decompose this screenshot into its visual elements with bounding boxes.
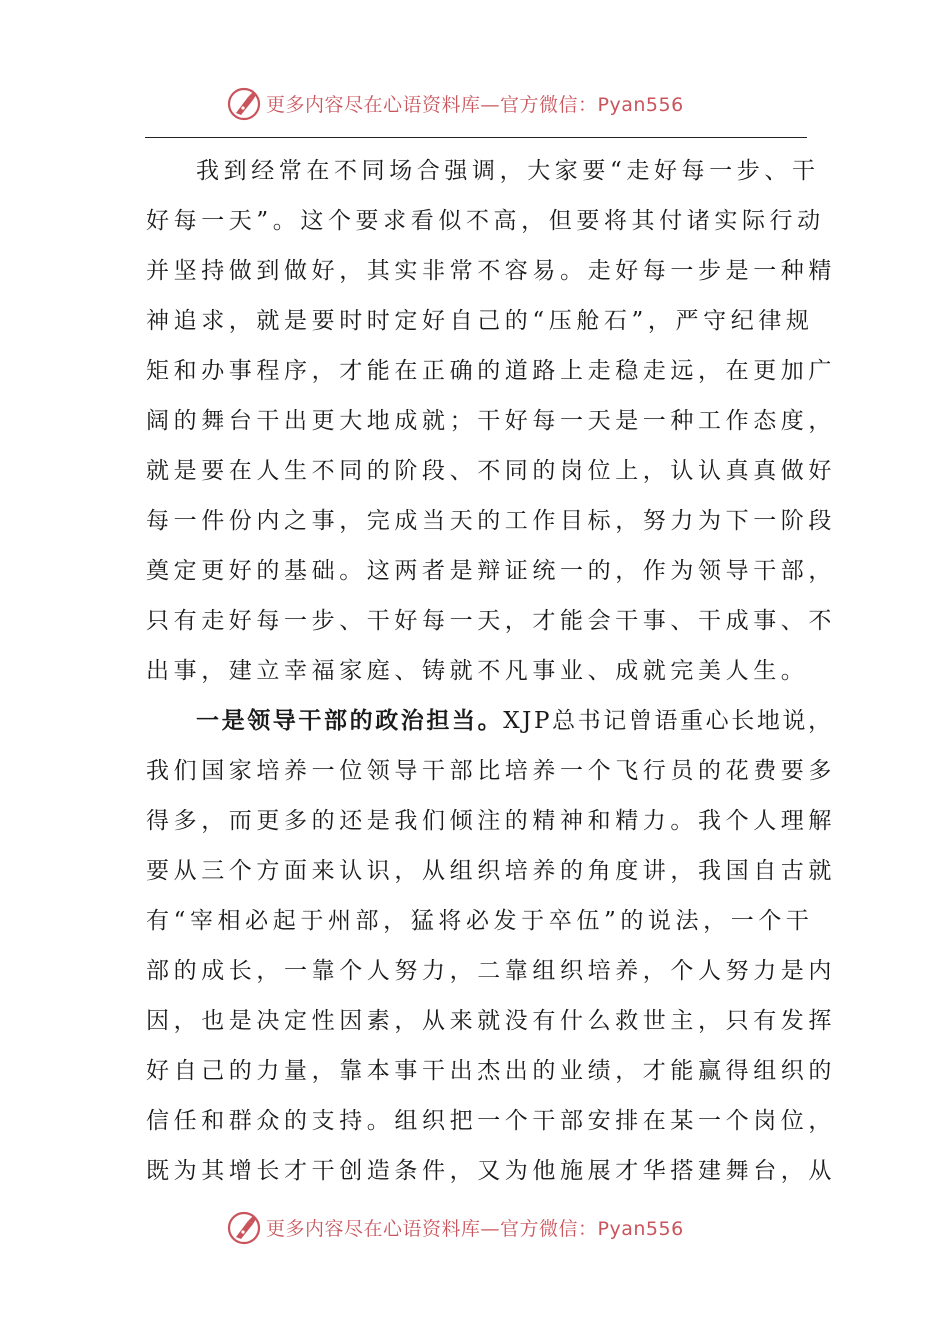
- text-line: 神追求，就是要时时定好自己的“压舱石”，严守纪律规: [146, 308, 814, 334]
- text-line: 既为其增长才干创造条件，又为他施展才华搭建舞台，从: [146, 1158, 836, 1184]
- section-heading: 一是领导干部的政治担当。: [196, 707, 504, 734]
- text-line: 好每一天”。这个要求看似不高，但要将其付诸实际行动: [146, 208, 825, 234]
- text-line: 阔的舞台干出更大地成就；干好每一天是一种工作态度，: [146, 408, 836, 434]
- text-line: [196, 702, 834, 740]
- text-line: 好自己的力量，靠本事干出杰出的业绩，才能赢得组织的: [146, 1058, 836, 1084]
- text-line: 因，也是决定性因素，从来就没有什么救世主，只有发挥: [146, 1008, 836, 1034]
- text-line: 矩和办事程序，才能在正确的道路上走稳走远，在更加广: [146, 358, 836, 384]
- header-text: 更多内容尽在心语资料库—官方微信：: [266, 94, 598, 116]
- text-line: 只有走好每一步、干好每一天，才能会干事、干成事、不: [146, 608, 836, 634]
- text-line: 我到经常在不同场合强调，大家要“走好每一步、干: [196, 158, 820, 184]
- pen-nib-logo-icon: [226, 1210, 262, 1246]
- text-line: 信任和群众的支持。组织把一个干部安排在某一个岗位，: [146, 1108, 836, 1134]
- pen-nib-logo-icon: [226, 86, 262, 122]
- header-wechat-id: Pyan556: [597, 94, 684, 116]
- text-line: 就是要在人生不同的阶段、不同的岗位上，认认真真做好: [146, 458, 836, 484]
- text-line: 有“宰相必起于州部，猛将必发于卒伍”的说法，一个干: [146, 908, 814, 934]
- text-line: 我们国家培养一位领导干部比培养一个飞行员的花费要多: [146, 758, 836, 784]
- text-line: 并坚持做到做好，其实非常不容易。走好每一步是一种精: [146, 258, 836, 284]
- text-line: 部的成长，一靠个人努力，二靠组织培养，个人努力是内: [146, 958, 836, 984]
- text-line: 每一件份内之事，完成当天的工作目标，努力为下一阶段: [146, 508, 836, 534]
- text-line: 要从三个方面来认识，从组织培养的角度讲，我国自古就: [146, 858, 836, 884]
- footer-text: 更多内容尽在心语资料库—官方微信：: [266, 1218, 598, 1240]
- text-span: XJP总书记曾语重心长地说，: [503, 708, 834, 734]
- text-line: 奠定更好的基础。这两者是辩证统一的，作为领导干部，: [146, 558, 836, 584]
- header-banner: [0, 84, 950, 124]
- header-divider: [145, 137, 807, 138]
- footer-wechat-id: Pyan556: [597, 1218, 684, 1240]
- text-line: 得多，而更多的还是我们倾注的精神和精力。我个人理解: [146, 808, 836, 834]
- footer-banner: [0, 1208, 950, 1248]
- text-line: 出事，建立幸福家庭、铸就不凡事业、成就完美人生。: [146, 658, 809, 684]
